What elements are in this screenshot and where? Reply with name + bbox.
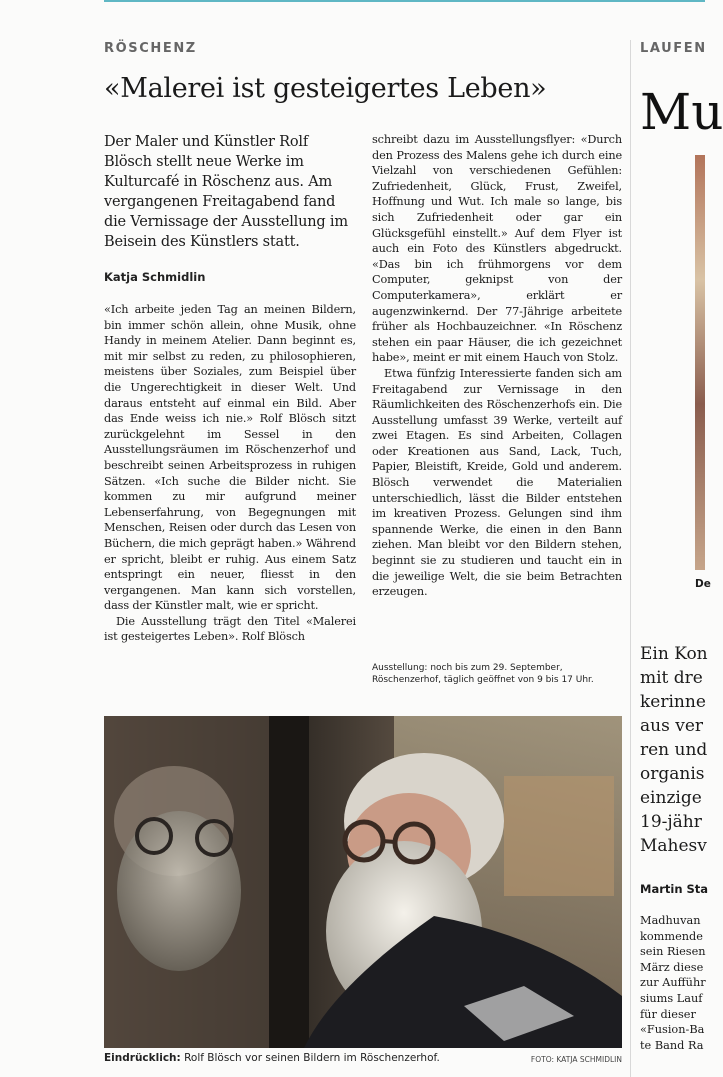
- right-section-kicker: LAUFEN: [640, 41, 707, 56]
- right-headline: Mu: [640, 83, 723, 141]
- body-line: te Band Ra: [640, 1038, 704, 1052]
- lead-line: ren und: [640, 740, 708, 760]
- paragraph: schreibt dazu im Ausstellungsflyer: «Durch den Prozess des Malens gehe ich durch eine Vielzahl von verschiedenen Gefühlen: Zufriedenheit, Glück, Frust, Zweifel, Hoffnung und Wut. Ich male so lange, bis sich Zufriedenheit oder gar ein Glücksgefühl einstellt.» Auf dem Flyer ist auch ein Foto des Künstlers abgedruckt. «Das bin ich frühmorgens vor dem Computer, geknipst von der Computerkamera», erklärt er augenzwinkernd. Der 77-Jährige arbeitete früher als Hochbauzeichner. «In Röschenz stehen ein paar Häuser, die ich gezeichnet habe», meint er mit einem Hauch von Stolz.: [372, 133, 622, 365]
- lead-line: organis: [640, 764, 705, 784]
- right-photo-caption: De: [695, 578, 711, 590]
- artist-photo: [104, 716, 622, 1048]
- body-line: siums Lauf: [640, 991, 703, 1005]
- body-line: zur Aufführ: [640, 976, 706, 990]
- right-author: Martin Sta: [640, 882, 709, 896]
- lead-line: kerinne: [640, 692, 706, 712]
- lead-line: Ein Kon: [640, 644, 708, 664]
- body-line: für dieser: [640, 1007, 696, 1021]
- caption-text: Rolf Blösch vor seinen Bildern im Röschenzerhof.: [180, 1052, 440, 1064]
- right-photo: [695, 155, 705, 570]
- body-line: Madhuvan: [640, 914, 701, 927]
- body-line: kommende: [640, 929, 703, 943]
- body-line: März diese: [640, 960, 704, 974]
- column-divider: [630, 40, 631, 1077]
- right-lead: [640, 642, 708, 858]
- paragraph: Etwa fünfzig Interessierte fanden sich am Freitagabend zur Vernissage in den Räumlichkeiten des Röschenzerhofs ein. Die Ausstellung umfasst 39 Werke, verteilt auf zwei Etagen. Es sind Arbeiten, Collagen oder Kreationen aus Sand, Lack, Tuch, Papier, Bleistift, Kreide, Gold und anderem. Blösch verwendet die Materialien unterschiedlich, lässt die Bilder entstehen im kreativen Prozess. Gelungen sind ihm spannende Werke, die einen in den Bann ziehen. Man bleibt vor den Bildern stehen, beginnt sie zu studieren und taucht ein in die jeweilige Welt, die sie beim Betrachten erzeugen.: [372, 366, 622, 599]
- right-body: [640, 913, 705, 1053]
- article-lead: Der Maler und Künstler Rolf Blösch stellt neue Werke im Kulturcafé in Röschenz aus. Am vergangenen Freitagabend fand die Vernissage der Ausstellung im Beisein des Künstlers statt.: [104, 134, 348, 250]
- photo-caption: [104, 1052, 484, 1064]
- exhibition-info: Ausstellung: noch bis zum 29. September, Röschenzerhof, täglich geöffnet von 9 bis 17 Uhr.: [372, 663, 594, 685]
- lead-line: mit dre: [640, 668, 703, 688]
- caption-lead: Eindrücklich:: [104, 1052, 181, 1064]
- article-author: Katja Schmidlin: [104, 270, 206, 284]
- lead-line: aus ver: [640, 716, 704, 736]
- article-column-2: [372, 132, 622, 600]
- top-rule: [104, 0, 705, 2]
- photo-credit: FOTO: KATJA SCHMIDLIN: [530, 1055, 622, 1064]
- section-kicker: RÖSCHENZ: [104, 41, 197, 56]
- paragraph: Die Ausstellung trägt den Titel «Malerei ist gesteigertes Leben». Rolf Blösch: [104, 614, 356, 644]
- lead-line: einzige: [640, 788, 702, 808]
- body-line: sein Riesen: [640, 945, 706, 959]
- body-line: «Fusion-Ba: [640, 1023, 705, 1037]
- artist-portrait-illustration: [104, 716, 622, 1048]
- article-headline: «Malerei ist gesteigertes Leben»: [104, 73, 547, 104]
- lead-line: 19-jähr: [640, 812, 702, 832]
- lead-line: Mahesv: [640, 836, 707, 856]
- paragraph: «Ich arbeite jeden Tag an meinen Bildern, bin immer schön allein, ohne Musik, ohne Handy in meinem Atelier. Dann beginnt es, mit mir selbst zu reden, zu philosophieren, meistens über Soziales, zum Beispiel über die Ungerechtigkeit in dieser Welt. Und daraus entsteht auf einmal ein Bild. Aber das Ende weiss ich nie.» Rolf Blösch sitzt zurückgelehnt im Sessel in den Ausstellungsräumen im Röschenzerhof und beschreibt seinen Arbeitsprozess in ruhigen Sätzen. «Ich suche die Bilder nicht. Sie kommen zu mir aufgrund meiner Lebenserfahrung, von Begegnungen mit Menschen, Reisen oder durch das Lesen von Büchern, die mich geprägt haben.» Während er spricht, bleibt er ruhig. Aus einem Satz entspringt ein neuer, fliesst in den vergangenen. Man kann sich vorstellen, dass der Künstler malt, wie er spricht.: [104, 303, 356, 613]
- article-column-1: [104, 302, 356, 645]
